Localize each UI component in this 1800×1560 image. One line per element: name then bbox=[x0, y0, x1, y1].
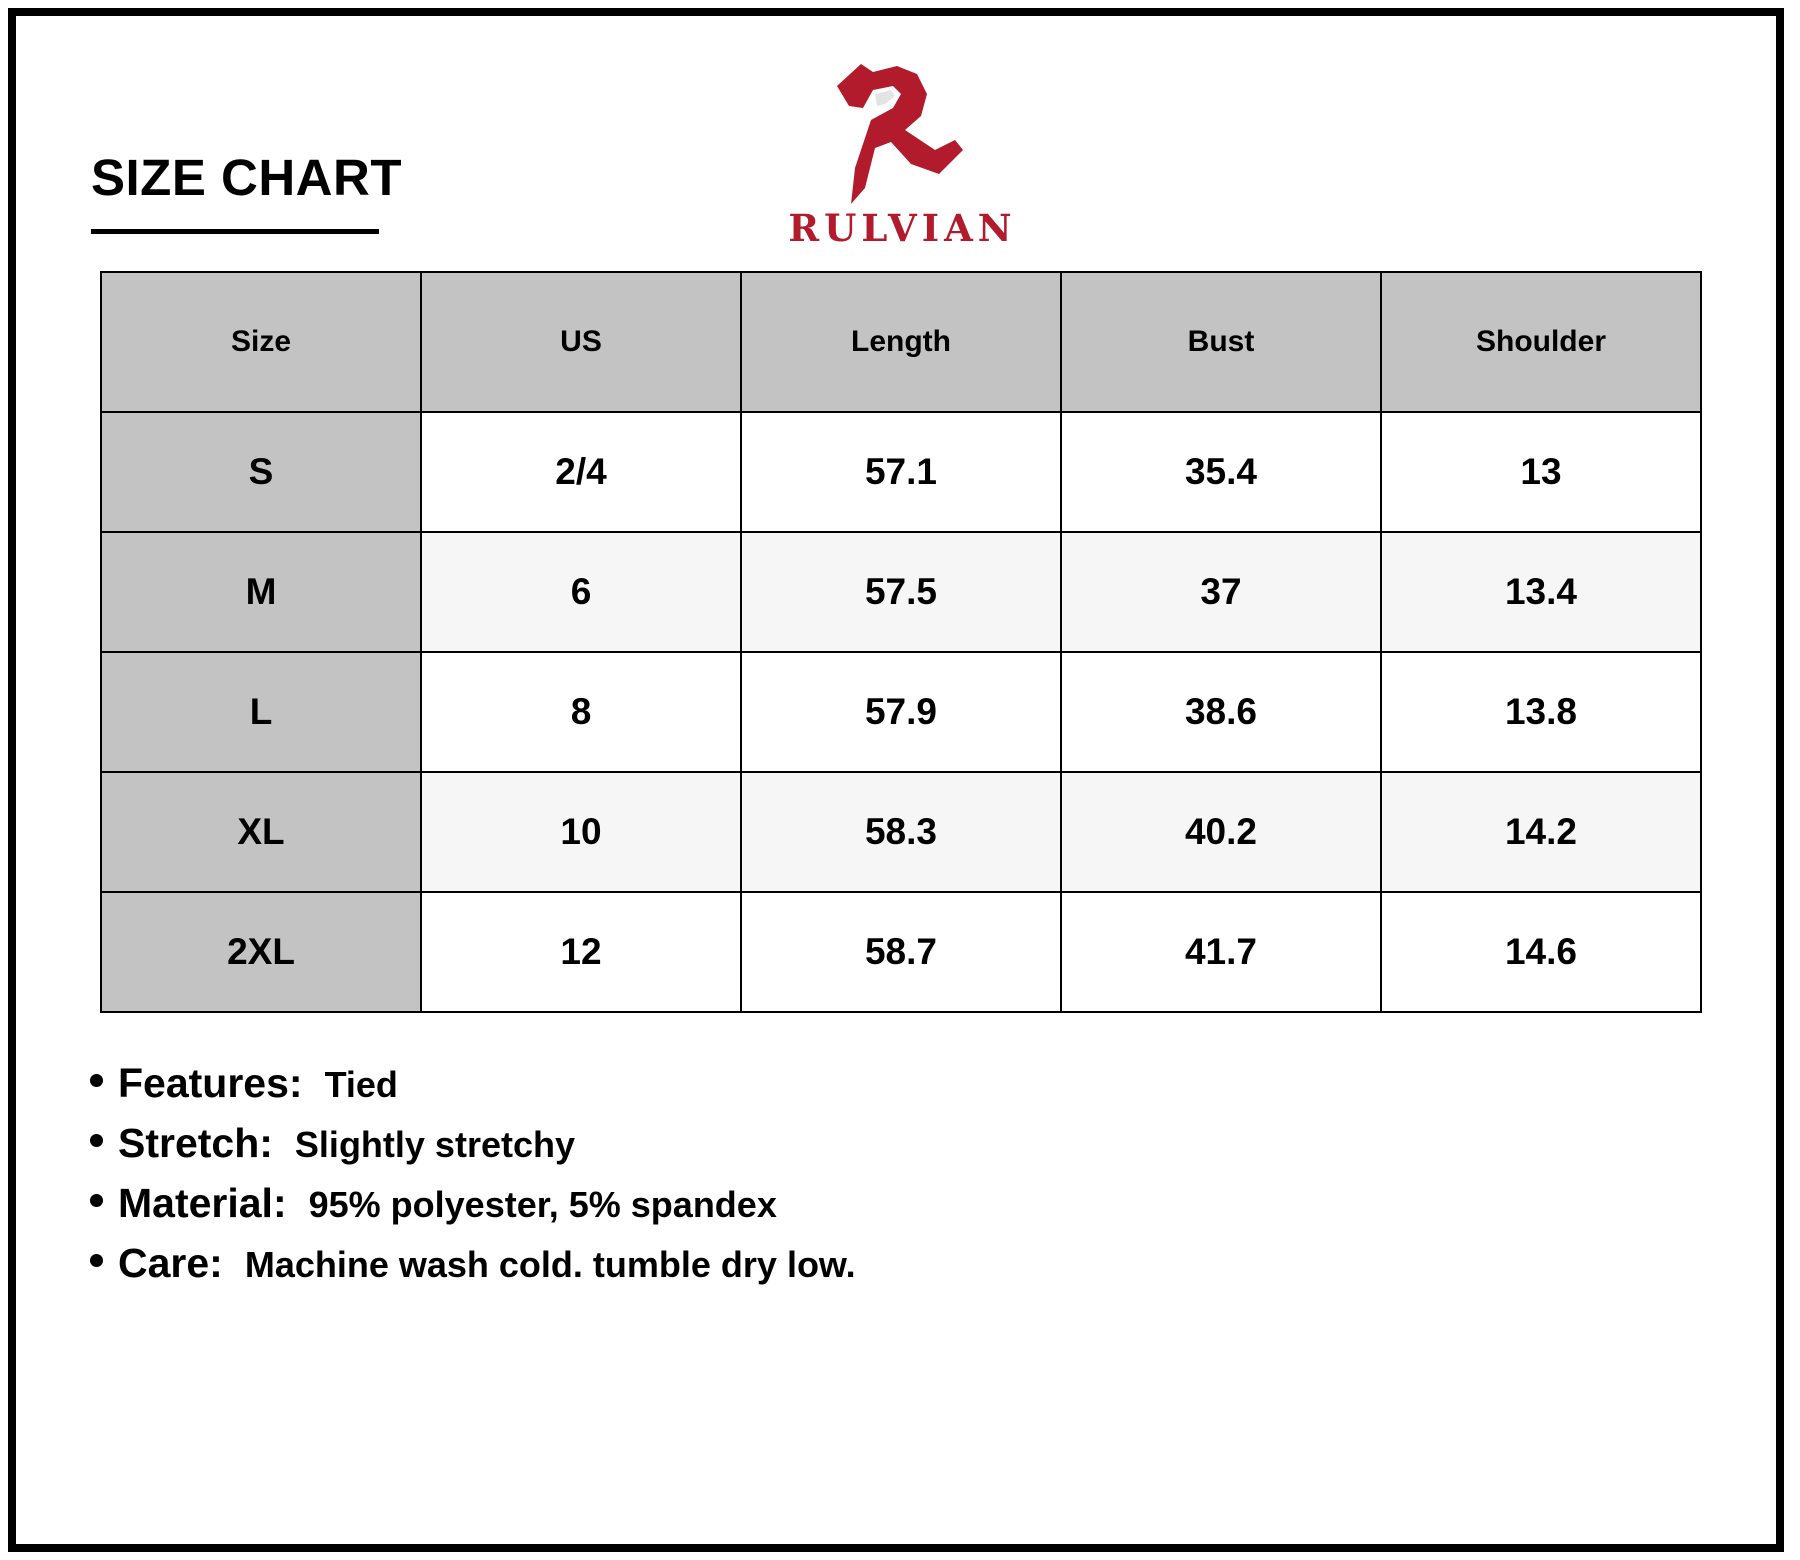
detail-value: Slightly stretchy bbox=[294, 1124, 575, 1165]
detail-value: Tied bbox=[324, 1064, 398, 1105]
bust-cell: 35.4 bbox=[1061, 412, 1381, 532]
detail-value: Machine wash cold. tumble dry low. bbox=[244, 1244, 856, 1285]
detail-material bbox=[90, 1180, 856, 1240]
us-cell: 6 bbox=[421, 532, 741, 652]
table-row bbox=[101, 412, 1701, 532]
bullet-icon bbox=[90, 1254, 103, 1267]
us-cell: 12 bbox=[421, 892, 741, 1012]
us-cell: 10 bbox=[421, 772, 741, 892]
column-header: Bust bbox=[1061, 272, 1381, 412]
detail-label: Care: bbox=[118, 1240, 223, 1286]
column-header: Size bbox=[101, 272, 421, 412]
bust-cell: 38.6 bbox=[1061, 652, 1381, 772]
size-cell: XL bbox=[101, 772, 421, 892]
table-header-row bbox=[101, 272, 1701, 412]
table-row bbox=[101, 892, 1701, 1012]
size-table bbox=[100, 271, 1702, 1013]
bullet-icon bbox=[90, 1134, 103, 1147]
length-cell: 57.9 bbox=[741, 652, 1061, 772]
detail-features bbox=[90, 1060, 856, 1120]
us-cell: 8 bbox=[421, 652, 741, 772]
length-cell: 58.7 bbox=[741, 892, 1061, 1012]
bust-cell: 37 bbox=[1061, 532, 1381, 652]
bust-cell: 41.7 bbox=[1061, 892, 1381, 1012]
detail-value: 95% polyester, 5% spandex bbox=[308, 1184, 777, 1225]
page-title: SIZE CHART bbox=[91, 149, 402, 206]
us-cell: 2/4 bbox=[421, 412, 741, 532]
shoulder-cell: 13 bbox=[1381, 412, 1701, 532]
size-cell: 2XL bbox=[101, 892, 421, 1012]
bust-cell: 40.2 bbox=[1061, 772, 1381, 892]
column-header: US bbox=[421, 272, 741, 412]
product-details bbox=[90, 1060, 856, 1300]
detail-stretch bbox=[90, 1120, 856, 1180]
detail-label: Features: bbox=[118, 1060, 303, 1106]
shoulder-cell: 14.6 bbox=[1381, 892, 1701, 1012]
column-header: Length bbox=[741, 272, 1061, 412]
table-row bbox=[101, 532, 1701, 652]
title-underline bbox=[91, 229, 379, 234]
bullet-icon bbox=[90, 1194, 103, 1207]
column-header: Shoulder bbox=[1381, 272, 1701, 412]
size-cell: L bbox=[101, 652, 421, 772]
shoulder-cell: 13.4 bbox=[1381, 532, 1701, 652]
length-cell: 57.1 bbox=[741, 412, 1061, 532]
detail-care bbox=[90, 1240, 856, 1300]
detail-label: Stretch: bbox=[118, 1120, 273, 1166]
detail-label: Material: bbox=[118, 1180, 287, 1226]
length-cell: 58.3 bbox=[741, 772, 1061, 892]
table-row bbox=[101, 772, 1701, 892]
brand-name: RULVIAN bbox=[788, 206, 1017, 250]
bullet-icon bbox=[90, 1074, 103, 1087]
rulvian-r-logo-icon bbox=[835, 64, 970, 204]
shoulder-cell: 14.2 bbox=[1381, 772, 1701, 892]
table-row bbox=[101, 652, 1701, 772]
brand-logo bbox=[780, 64, 1025, 254]
shoulder-cell: 13.8 bbox=[1381, 652, 1701, 772]
size-cell: M bbox=[101, 532, 421, 652]
length-cell: 57.5 bbox=[741, 532, 1061, 652]
size-cell: S bbox=[101, 412, 421, 532]
